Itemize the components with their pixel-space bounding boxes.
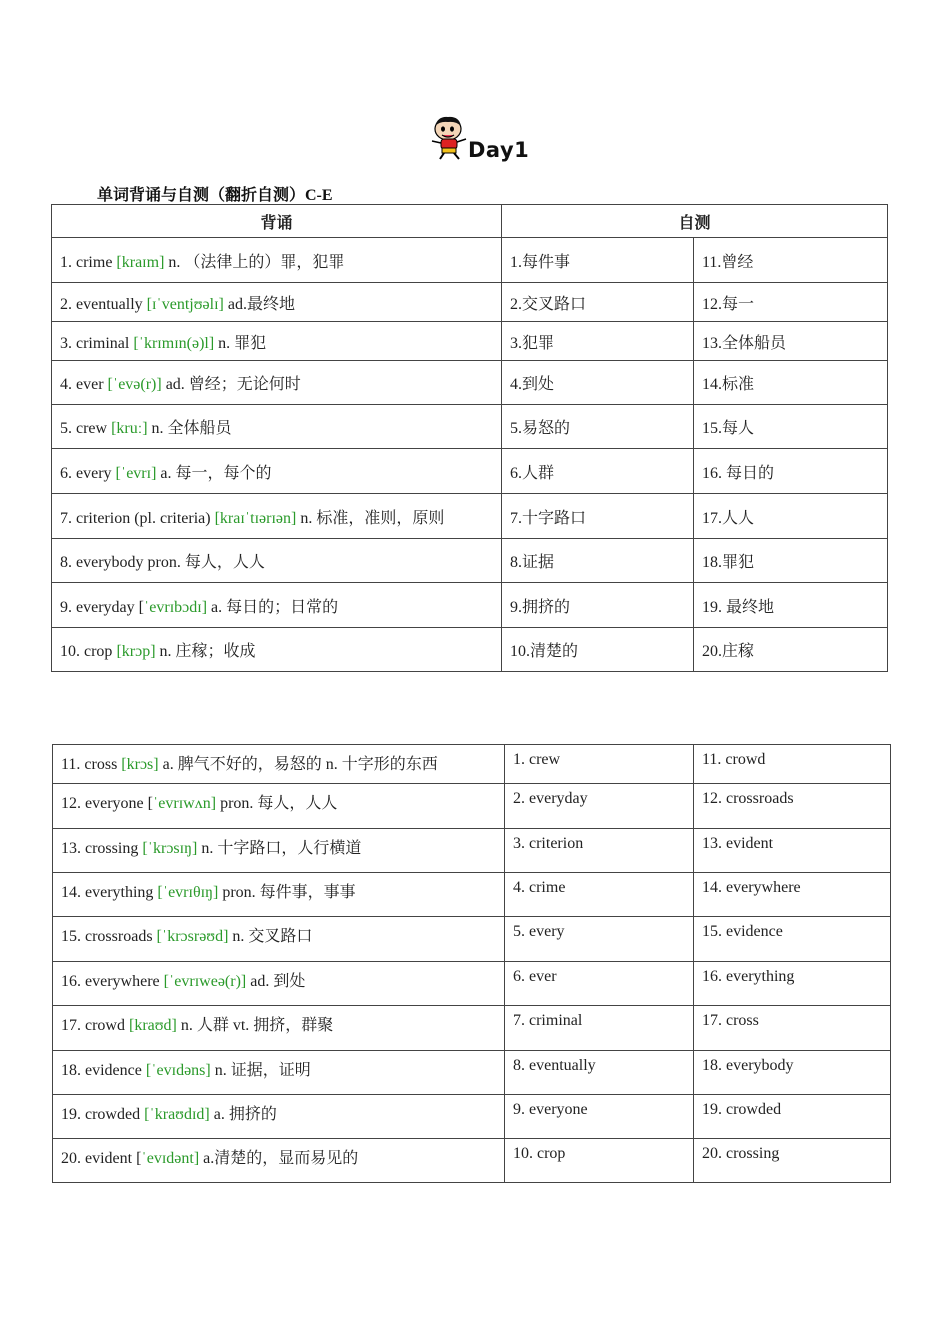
self-test-cell: 19. crowded [694,1095,891,1139]
phonetic-text: [ˈevrɪθɪŋ] [157,884,219,901]
word-entry-cell [52,449,502,494]
definition-text: n. 罪犯 [214,334,267,352]
header-self-test: 自测 [502,205,888,238]
word-text: 2. eventually [60,295,143,313]
page-header [0,114,950,164]
word-entry-cell [53,917,505,962]
self-test-cell: 15. evidence [694,917,891,962]
phonetic-text: [ˈkraʊdɪd] [144,1106,210,1123]
phonetic-text: [ˈkrɔsɪŋ] [142,840,198,857]
definition-text: a. 脾气不好的，易怒的 n. 十字形的东西 [158,756,438,773]
table-row [53,917,891,962]
word-entry-cell [53,1139,505,1183]
self-test-cell: 2.交叉路口 [502,283,694,322]
phonetic-text: [krɔs] [121,756,159,773]
self-test-cell: 3.犯罪 [502,322,694,361]
self-test-cell: 18. everybody [694,1051,891,1095]
table-row [53,745,891,784]
word-text: 10. crop [60,643,113,660]
self-test-cell: 18.罪犯 [694,539,888,583]
phonetic-text: [ˈevrɪ] [115,464,157,482]
self-test-cell: 1.每件事 [502,238,694,283]
self-test-cell: 16. everything [694,962,891,1006]
word-entry-cell [52,361,502,405]
phonetic-text: [ɪˈventjʊəlɪ] [146,295,224,313]
page-title: Day1 [468,138,530,162]
table-row [52,449,888,494]
phonetic-text: [kraɪm] [116,253,165,271]
word-text: 19. crowded [61,1106,141,1123]
table-row [53,873,891,917]
phonetic-text: [kruː] [111,420,148,437]
self-test-cell: 3. criterion [505,829,694,873]
word-text: 16. everywhere [61,973,160,990]
word-entry-cell [52,283,502,322]
self-test-cell: 8.证据 [502,539,694,583]
word-text: 12. everyone [ [61,795,153,812]
definition-text: n. 标准，准则，原则 [296,509,445,527]
word-entry-cell [52,583,502,628]
word-text: 6. every [60,464,112,482]
header-memorize: 背诵 [52,205,502,238]
self-test-cell: 17. cross [694,1006,891,1051]
word-text: 4. ever [60,376,104,393]
definition-text: n. 人群 vt. 拥挤，群聚 [176,1017,334,1034]
self-test-cell: 11.曾经 [694,238,888,283]
word-entry-cell [52,238,502,283]
self-test-cell: 5. every [505,917,694,962]
self-test-cell: 12.每一 [694,283,888,322]
word-entry-cell [52,405,502,449]
table-row [53,962,891,1006]
word-entry-cell [53,829,505,873]
table-row [52,583,888,628]
memorize-table-2 [52,744,891,1183]
phonetic-text: [ˈevrɪweə(r)] [163,973,247,990]
self-test-cell: 6. ever [505,962,694,1006]
phonetic-text: [kraɪˈtɪərɪən] [214,509,297,527]
word-text: 17. crowd [61,1017,125,1034]
word-text: 18. evidence [61,1062,142,1079]
self-test-cell: 2. everyday [505,784,694,829]
self-test-cell: 11. crowd [694,745,891,784]
self-test-cell: 6.人群 [502,449,694,494]
table-row [52,405,888,449]
definition-text: ad. 曾经；无论何时 [161,376,301,393]
table-row [53,829,891,873]
self-test-cell: 1. crew [505,745,694,784]
word-text: 7. criterion (pl. criteria) [60,509,211,527]
word-entry-cell [53,962,505,1006]
self-test-cell: 13. evident [694,829,891,873]
definition-text: pron. 每人，人人 [216,795,338,812]
word-text: 15. crossroads [61,928,153,945]
self-test-cell: 7. criminal [505,1006,694,1051]
self-test-cell: 14. everywhere [694,873,891,917]
word-text: 13. crossing [61,840,139,857]
definition-text: pron. 每件事，事事 [218,884,356,901]
self-test-cell: 10.清楚的 [502,628,694,672]
self-test-cell: 17.人人 [694,494,888,539]
self-test-cell: 10. crop [505,1139,694,1183]
word-entry-cell [53,1051,505,1095]
definition-text: a. 每日的；日常的 [207,598,339,616]
word-entry-cell [52,322,502,361]
definition-text: n. 证据，证明 [210,1062,311,1079]
self-test-cell: 4. crime [505,873,694,917]
self-test-cell: 9. everyone [505,1095,694,1139]
word-entry-cell [53,745,505,784]
self-test-cell: 7.十字路口 [502,494,694,539]
mascot-icon [428,114,470,160]
word-entry-cell [52,628,502,672]
word-text: 11. cross [61,756,118,773]
self-test-cell: 16. 每日的 [694,449,888,494]
phonetic-text: ˈevɪdənt] [141,1150,200,1167]
table-row [52,238,888,283]
word-entry-cell [52,494,502,539]
definition-text: a. 拥挤的 [209,1106,277,1123]
word-text: 14. everything [61,884,154,901]
word-entry-cell [53,873,505,917]
phonetic-text: ˈevrɪbɔdɪ] [143,598,208,616]
self-test-cell: 4.到处 [502,361,694,405]
word-text: 9. everyday [ [60,598,144,616]
table-row [52,494,888,539]
definition-text: ad. 到处 [246,973,306,990]
phonetic-text: ˈevrɪwʌn] [152,795,217,812]
word-text: 5. crew [60,420,108,437]
table-row [53,784,891,829]
definition-text: a.清楚的，显而易见的 [199,1150,359,1167]
self-test-cell: 20.庄稼 [694,628,888,672]
definition-text: a. 每一，每个的 [156,464,272,482]
self-test-cell: 20. crossing [694,1139,891,1183]
word-entry-cell [53,784,505,829]
table-header-row [52,205,888,238]
word-text: 1. crime [60,253,113,271]
table-row [53,1095,891,1139]
self-test-cell: 12. crossroads [694,784,891,829]
definition-text: ad.最终地 [223,295,295,313]
definition-text: n. 交叉路口 [228,928,313,945]
table-row [52,361,888,405]
self-test-cell: 8. eventually [505,1051,694,1095]
phonetic-text: [kraʊd] [128,1017,177,1034]
self-test-cell: 13.全体船员 [694,322,888,361]
word-entry-cell [52,539,502,583]
self-test-cell: 9.拥挤的 [502,583,694,628]
phonetic-text: [ˈkrɔsrəʊd] [156,928,229,945]
phonetic-text: [ˈevɪdəns] [145,1062,211,1079]
table-row [52,283,888,322]
definition-text: n. 十字路口，人行横道 [197,840,362,857]
definition-text: n. 全体船员 [147,420,232,437]
table-row [53,1139,891,1183]
word-entry-cell [53,1095,505,1139]
table-row [52,322,888,361]
memorize-table [51,204,888,672]
word-text: 3. criminal [60,334,130,352]
phonetic-text: [ˈkrɪmɪn(ə)l] [133,334,215,352]
self-test-cell: 14.标准 [694,361,888,405]
word-text: 20. evident [ [61,1150,142,1167]
table-row [52,539,888,583]
definition-text: n. 庄稼；收成 [155,643,256,660]
self-test-cell: 5.易怒的 [502,405,694,449]
table-row [53,1051,891,1095]
self-test-cell: 19. 最终地 [694,583,888,628]
self-test-cell: 15.每人 [694,405,888,449]
word-entry-cell [53,1006,505,1051]
word-text: 8. everybody pron. 每人，人人 [60,554,265,571]
table-row [52,628,888,672]
phonetic-text: [ˈevə(r)] [107,376,162,393]
section-subtitle: 单词背诵与自测（翻折自测）C-E [97,187,333,204]
definition-text: n. （法律上的）罪，犯罪 [164,253,345,271]
table-row [53,1006,891,1051]
phonetic-text: [krɔp] [116,643,156,660]
